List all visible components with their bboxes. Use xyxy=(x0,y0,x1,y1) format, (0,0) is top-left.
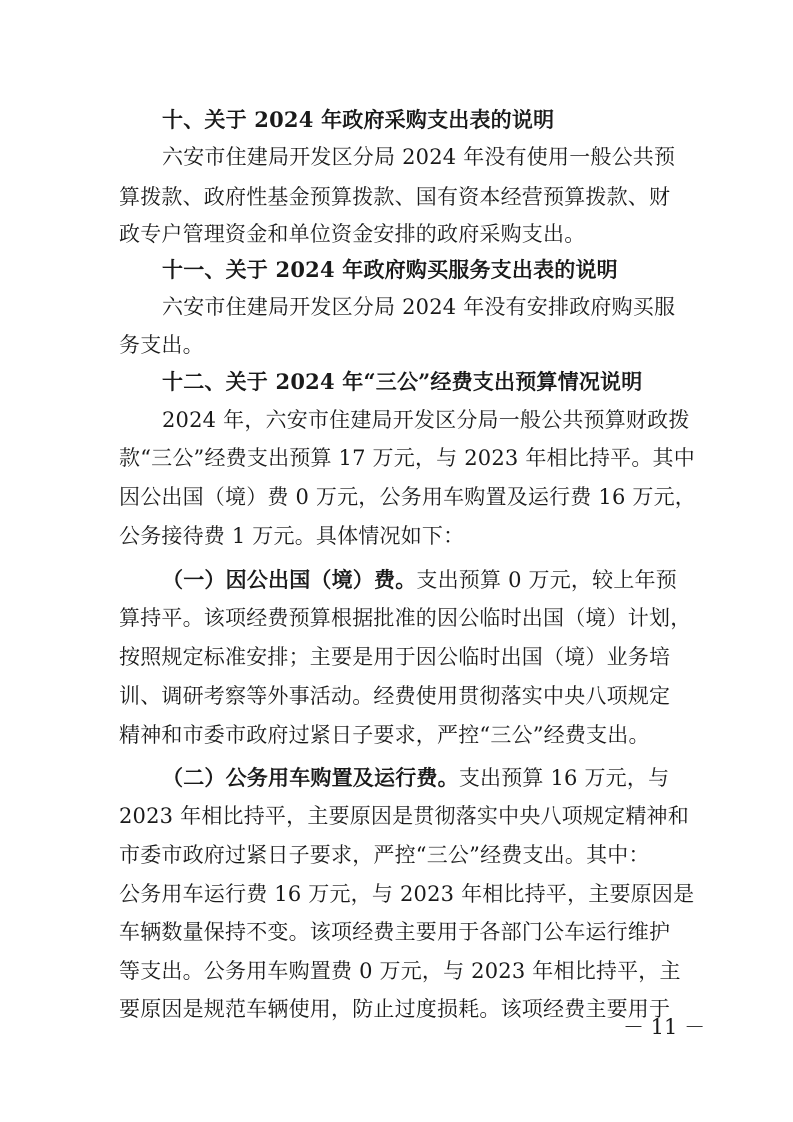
paragraph-line: 市委市政府过紧日子要求，严控“三公”经费支出。其中： xyxy=(119,843,650,867)
subsection-2-first-line xyxy=(162,763,669,793)
paragraph-line: 款“三公”经费支出预算 17 万元，与 2023 年相比持平。其中 xyxy=(119,446,695,470)
paragraph-line: 因公出国（境）费 0 万元，公务用车购置及运行费 16 万元， xyxy=(119,485,696,509)
paragraph-line: 算拨款、政府性基金预算拨款、国有资本经营预算拨款、财 xyxy=(119,185,671,209)
paragraph-line: 车辆数量保持不变。该项经费主要用于各部门公车运行维护 xyxy=(119,920,671,944)
paragraph-line: 等支出。公务用车购置费 0 万元，与 2023 年相比持平，主 xyxy=(119,959,681,983)
paragraph-line: 六安市住建局开发区分局 2024 年没有使用一般公共预 xyxy=(162,145,676,169)
subsection-1-first-rest: 支出预算 0 万元，较上年预 xyxy=(416,568,677,592)
paragraph-line: 精神和市委市政府过紧日子要求，严控“三公”经费支出。 xyxy=(119,723,650,747)
paragraph-line: 务支出。 xyxy=(119,333,204,357)
paragraph-line: 训、调研考察等外事活动。经费使用贯彻落实中央八项规定 xyxy=(119,684,671,708)
section-11-heading: 十一、关于 2024 年政府购买服务支出表的说明 xyxy=(162,257,618,282)
subsection-2-first-rest: 支出预算 16 万元，与 xyxy=(458,766,670,790)
subsection-1-title: （一）因公出国（境）费。 xyxy=(162,567,417,592)
paragraph-line: 公务用车运行费 16 万元，与 2023 年相比持平，主要原因是 xyxy=(119,882,695,906)
subsection-1-first-line xyxy=(162,565,677,595)
subsection-2-title: （二）公务用车购置及运行费。 xyxy=(162,765,459,790)
paragraph-line: 公务接待费 1 万元。具体情况如下： xyxy=(119,524,465,548)
section-10-heading: 十、关于 2024 年政府采购支出表的说明 xyxy=(162,107,555,132)
paragraph-line: 按照规定标准安排；主要是用于因公临时出国（境）业务培 xyxy=(119,645,671,669)
paragraph-line: 算持平。该项经费预算根据批准的因公临时出国（境）计划， xyxy=(119,606,692,630)
paragraph-line: 要原因是规范车辆使用，防止过度损耗。该项经费主要用于 xyxy=(119,997,671,1021)
section-12-heading: 十二、关于 2024 年“三公”经费支出预算情况说明 xyxy=(162,369,643,394)
paragraph-line: 2024 年，六安市住建局开发区分局一般公共预算财政拨 xyxy=(162,408,690,432)
paragraph-line: 政专户管理资金和单位资金安排的政府采购支出。 xyxy=(119,222,586,246)
page-number: － 11 － xyxy=(623,1015,706,1039)
paragraph-line: 六安市住建局开发区分局 2024 年没有安排政府购买服 xyxy=(162,295,676,319)
paragraph-line: 2023 年相比持平，主要原因是贯彻落实中央八项规定精神和 xyxy=(119,804,689,828)
